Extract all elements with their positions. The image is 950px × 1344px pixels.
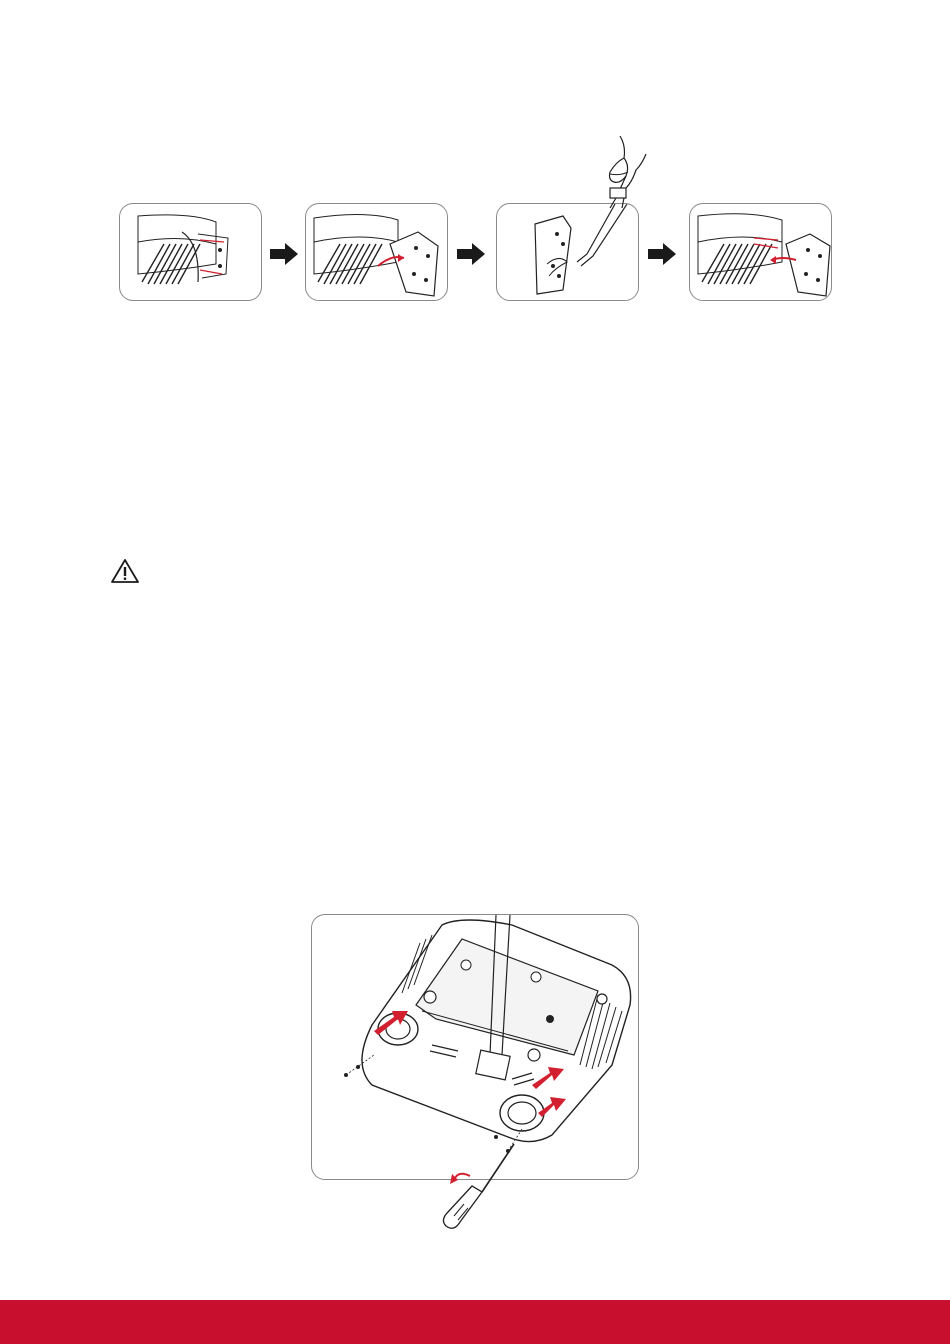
screwdriver-icon — [420, 1140, 530, 1240]
filter-step-3-illustration — [497, 204, 639, 301]
filter-step-4-panel — [689, 203, 832, 301]
filter-step-3-panel — [496, 203, 639, 301]
filter-step-1-illustration — [120, 204, 262, 301]
right-arrow-icon — [270, 243, 298, 265]
filter-step-4-illustration — [690, 204, 832, 301]
warning-triangle-icon — [110, 558, 140, 584]
filter-step-2-illustration — [306, 204, 448, 301]
right-arrow-icon — [457, 243, 485, 265]
footer-bar — [0, 1300, 950, 1344]
hand-brush-icon — [580, 136, 660, 208]
filter-step-1-panel — [119, 203, 262, 301]
filter-step-2-panel — [305, 203, 448, 301]
right-arrow-icon — [648, 243, 676, 265]
